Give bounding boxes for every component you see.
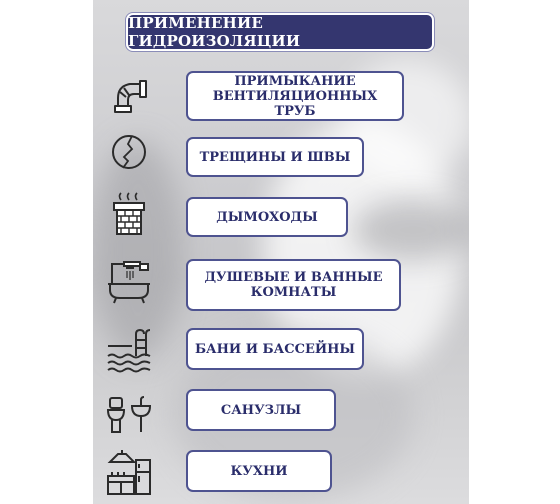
pool-icon bbox=[104, 326, 154, 374]
item-saunas-pools: БАНИ И БАССЕЙНЫ bbox=[186, 328, 364, 370]
kitchen-icon bbox=[104, 448, 154, 496]
pipe-elbow-icon bbox=[104, 70, 154, 118]
toilet-sink-icon bbox=[104, 388, 154, 436]
bathtub-shower-icon bbox=[104, 258, 154, 306]
item-cracks-seams: ТРЕЩИНЫ И ШВЫ bbox=[186, 137, 364, 177]
item-toilets: САНУЗЛЫ bbox=[186, 389, 336, 431]
crack-icon bbox=[104, 130, 154, 178]
item-ventilation-pipes: ПРИМЫКАНИЕ ВЕНТИЛЯЦИОННЫХ ТРУБ bbox=[186, 71, 404, 121]
chimney-icon bbox=[104, 190, 154, 238]
item-showers-bathrooms: ДУШЕВЫЕ И ВАННЫЕ КОМНАТЫ bbox=[186, 259, 401, 311]
page-title: ПРИМЕНЕНИЕ ГИДРОИЗОЛЯЦИИ bbox=[126, 13, 434, 51]
item-kitchens: КУХНИ bbox=[186, 450, 332, 492]
item-chimneys: ДЫМОХОДЫ bbox=[186, 197, 348, 237]
